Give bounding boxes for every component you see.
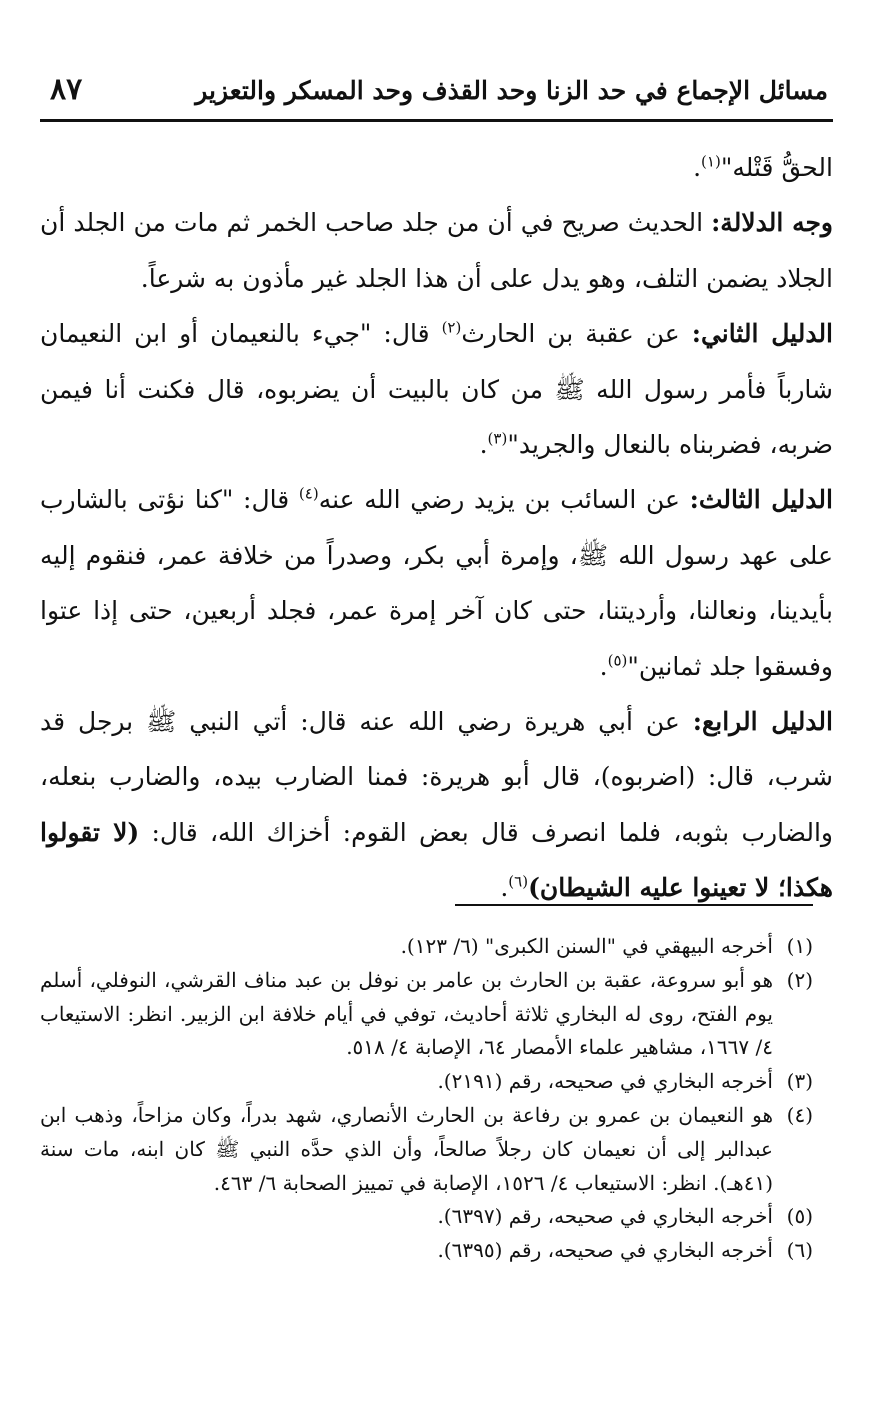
main-text (40, 140, 833, 916)
page-number: ٨٧ (50, 72, 83, 107)
footnote-ref: (٤) (298, 485, 319, 504)
paragraph-heading: وجه الدلالة: (711, 208, 833, 238)
footnote-text: أخرجه البيهقي في "السنن الكبرى" (٦/ ١٢٣). (400, 934, 773, 958)
punctuation: . (599, 651, 608, 681)
footnote-item (40, 1099, 813, 1200)
footnote-number: (٣) (786, 1069, 813, 1094)
paragraph-5 (40, 694, 833, 916)
footnote-number: (٥) (786, 1204, 813, 1229)
paragraph-1 (40, 140, 833, 195)
paragraph-heading: الدليل الثاني: (691, 319, 834, 349)
paragraph-heading: الدليل الرابع: (692, 707, 833, 737)
footnote-ref: (٣) (487, 429, 508, 448)
footnote-ref: (٥) (607, 651, 628, 670)
punctuation: . (500, 873, 509, 903)
paragraph-text: عن عقبة بن الحارث (461, 319, 692, 349)
punctuation: . (479, 430, 488, 460)
paragraph-heading: الدليل الثالث: (689, 485, 833, 515)
footnote-item (40, 964, 813, 1065)
footnote-ref: (١) (701, 152, 721, 171)
paragraph-3 (40, 306, 833, 472)
footnote-number: (٦) (786, 1238, 813, 1263)
footnote-ref: (٦) (508, 872, 529, 891)
paragraph-text: الحقُّ قَتْله" (720, 153, 833, 182)
paragraph-text: قال: "جيء بالنعيمان أو ابن النعيمان شارباً فأمر رسول الله ﷺ من كان بالبيت أن يضربوه، قال فكنت أنا فيمن ضربه، فضربناه بالنعال والجريد" (40, 319, 833, 460)
punctuation: . (693, 153, 702, 182)
footnote-item (40, 1200, 813, 1234)
footnote-text: هو النعيمان بن عمرو بن رفاعة بن الحارث الأنصاري، شهد بدراً، وكان مزاحاً، وذهب ابن عبدالبر إلى أن نعيمان كان رجلاً صالحاً، وأن الذي حدَّه النبي ﷺ كان ابنه، مات سنة (٤١هـ). انظر: الاستيعاب ٤/ ١٥٢٦، الإصابة في تمييز الصحابة ٦/ ٤٦٣. (40, 1102, 773, 1195)
footnote-text: أخرجه البخاري في صحيحه، رقم (٦٣٩٧). (437, 1204, 773, 1229)
paragraph-text: عن السائب بن يزيد رضي الله عنه (318, 485, 690, 515)
running-title: مسائل الإجماع في حد الزنا وحد القذف وحد المسكر والتعزير (195, 76, 828, 105)
header-rule (40, 119, 833, 122)
footnote-text: أخرجه البخاري في صحيحه، رقم (٢١٩١). (437, 1069, 773, 1094)
paragraph-text: قال: "كنا نؤتى بالشارب على عهد رسول الله ﷺ، وإمرة أبي بكر، وصدراً من خلافة عمر، فنقوم إليه بأيدينا، ونعالنا، وأرديتنا، حتى كان آخر إمرة عمر، فجلد أربعين، حتى إذا عتوا وفسقوا جلد ثمانين" (40, 485, 833, 681)
footnote-text: أخرجه البخاري في صحيحه، رقم (٦٣٩٥). (437, 1238, 773, 1263)
hadith-quote: (لا تقولوا هكذا؛ لا تعينوا عليه الشيطان) (40, 817, 833, 903)
footnote-text: هو أبو سروعة، عقبة بن الحارث بن عامر بن نوفل بن عبد مناف القرشي، النوفلي، أسلم يوم الفتح، روى له البخاري ثلاثة أحاديث، توفي في أيام خلافة ابن الزبير. انظر: الاستيعاب ٤/ ١٦٦٧، مشاهير علماء الأمصار ٦٤، الإصابة ٤/ ٥١٨. (40, 967, 773, 1060)
footnote-separator (455, 904, 813, 906)
footnote-number: (٢) (786, 967, 813, 992)
footnote-item (40, 1234, 813, 1268)
paragraph-2 (40, 195, 833, 306)
footnote-ref: (٢) (441, 318, 462, 337)
footnote-number: (٤) (786, 1102, 813, 1127)
paragraph-4 (40, 472, 833, 694)
paragraph-text: عن أبي هريرة رضي الله عنه قال: أتي النبي ﷺ برجل قد شرب، قال: (اضربوه)، قال أبو هريرة: فمنا الضارب بيده، والضارب بنعله، والضارب بثوبه، فلما انصرف قال بعض القوم: أخزاك الله، قال: (40, 707, 833, 847)
footnote-item (40, 1065, 813, 1099)
footnote-number: (١) (786, 934, 813, 958)
paragraph-text: الحديث صريح في أن من جلد صاحب الخمر ثم مات من الجلد أن الجلاد يضمن التلف، وهو يدل على أن هذا الجلد غير مأذون به شرعاً. (40, 208, 833, 293)
footnote-item (40, 930, 813, 964)
page-header (40, 70, 833, 116)
footnotes (40, 930, 813, 1268)
